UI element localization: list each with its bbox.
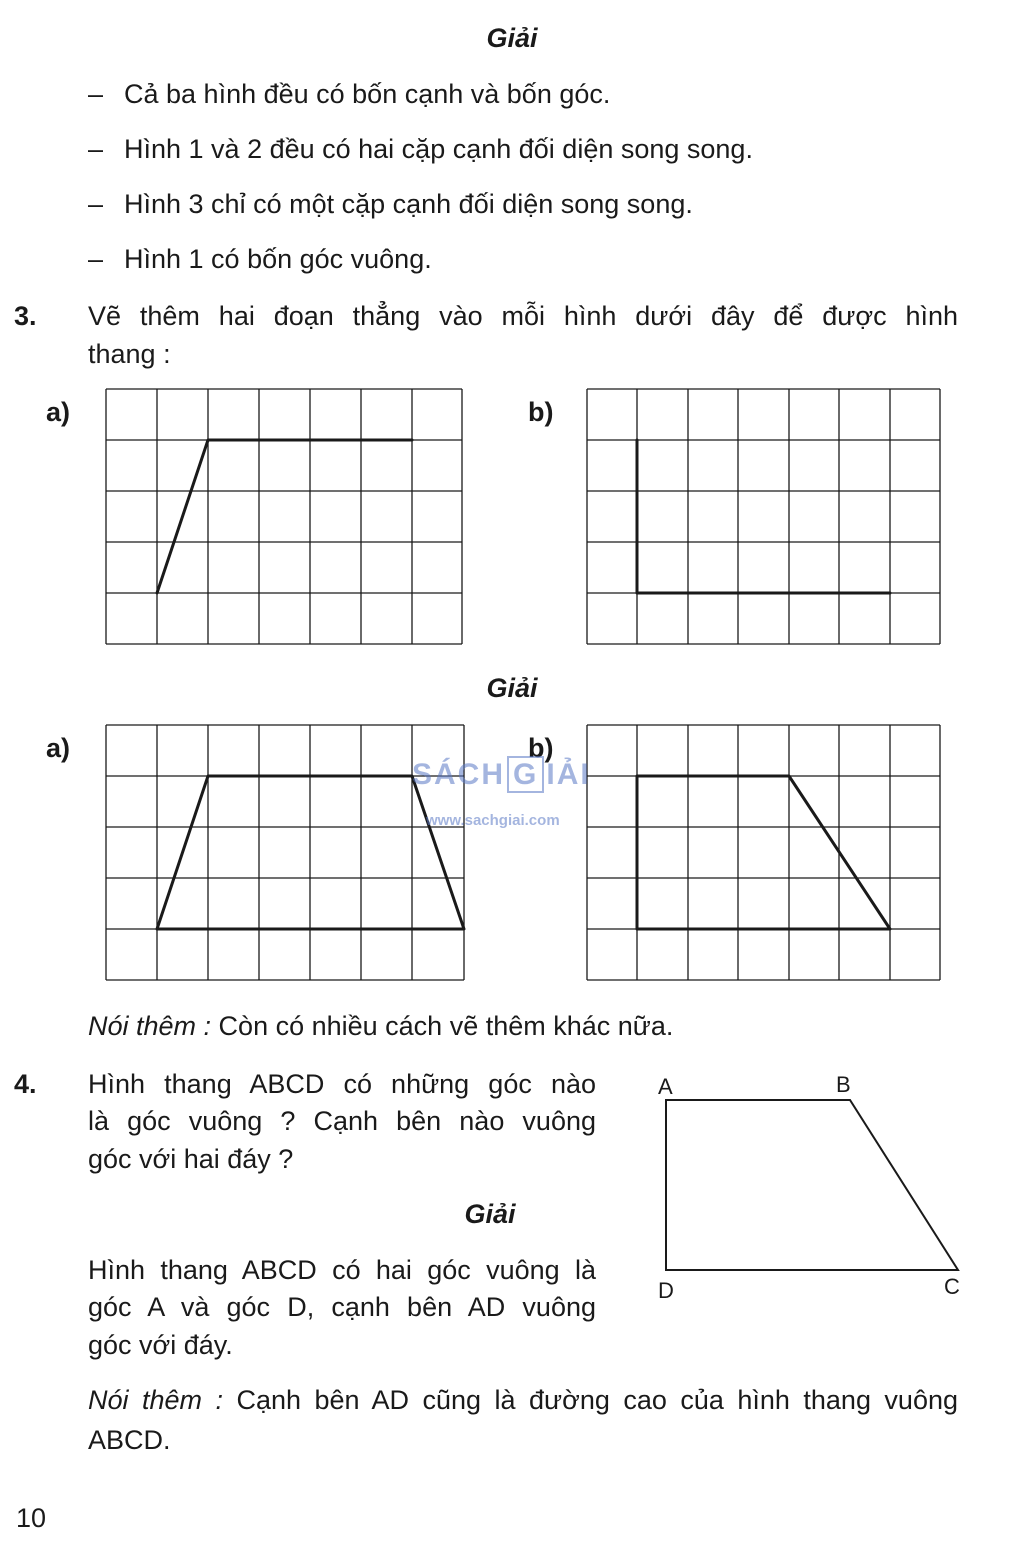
- vertex-label-a: A: [658, 1074, 673, 1099]
- exercise-4-question-line: Hình thang ABCD có những góc nào: [88, 1069, 596, 1099]
- grid-lines: [106, 389, 462, 644]
- vertex-label-b: B: [836, 1072, 851, 1097]
- grid-lines: [587, 389, 940, 644]
- grid-figure-b: [585, 387, 943, 647]
- bullet-item: – Cả ba hình đều có bốn cạnh và bốn góc.: [88, 76, 968, 114]
- exercise-4-note-line1: Nói thêm : Cạnh bên AD cũng là đường cao của hình thang vuông: [88, 1385, 959, 1415]
- solution-label-a: a): [46, 733, 71, 763]
- trapezoid-b: [637, 776, 890, 929]
- watermark-url: www.sachgiai.com: [426, 812, 560, 829]
- vertex-label-d: D: [658, 1278, 674, 1303]
- solution-heading-3: Giải: [486, 673, 538, 703]
- exercise-3-note: Nói thêm : Còn có nhiều cách vẽ thêm khác nữa.: [88, 1011, 674, 1041]
- bullet-item: – Hình 1 và 2 đều có hai cặp cạnh đối diện song song.: [88, 131, 968, 169]
- exercise-4-answer-line: góc A và góc D, cạnh bên AD vuông: [88, 1292, 596, 1322]
- trapezoid-abcd: [666, 1100, 958, 1270]
- given-segments: [157, 440, 412, 593]
- exercise-4-answer-line: góc với đáy.: [88, 1330, 233, 1360]
- grid-lines: [587, 725, 940, 980]
- grid-figure-a: [104, 387, 464, 647]
- figure-label-b: b): [528, 397, 554, 427]
- exercise-4-answer-line: Hình thang ABCD có hai góc vuông là: [88, 1255, 596, 1285]
- figure-label-a: a): [46, 397, 71, 427]
- exercise-4-question-line: góc với hai đáy ?: [88, 1144, 294, 1174]
- bullet-item: – Hình 3 chỉ có một cặp cạnh đối diện song song.: [88, 186, 968, 224]
- solution-label-b: b): [528, 730, 553, 768]
- dash-icon: –: [88, 244, 104, 274]
- exercise-4-note-line2: ABCD.: [88, 1425, 171, 1455]
- bullet-item: – Hình 1 có bốn góc vuông.: [88, 241, 968, 279]
- solution-grid-b: [585, 723, 943, 983]
- solution-heading-4: Giải: [464, 1199, 516, 1229]
- watermark-logo: SÁCH G IẢI: [412, 758, 591, 791]
- dash-icon: –: [88, 79, 104, 109]
- exercise-3-prompt-line2: thang :: [88, 339, 171, 369]
- page-number: 10: [16, 1503, 47, 1533]
- dash-icon: –: [88, 134, 104, 164]
- trapezoid-abcd-figure: [650, 1070, 970, 1310]
- dash-icon: –: [88, 189, 104, 219]
- given-segments: [637, 440, 890, 593]
- exercise-3-number: 3.: [14, 301, 37, 331]
- exercise-3-prompt-line1: Vẽ thêm hai đoạn thẳng vào mỗi hình dưới đây để được hình: [88, 301, 958, 331]
- solution-heading-1: Giải: [486, 23, 538, 53]
- exercise-4-number: 4.: [14, 1069, 37, 1099]
- vertex-label-c: C: [944, 1274, 960, 1299]
- exercise-4-question-line: là góc vuông ? Cạnh bên nào vuông: [88, 1106, 596, 1136]
- grid-lines: [106, 725, 464, 980]
